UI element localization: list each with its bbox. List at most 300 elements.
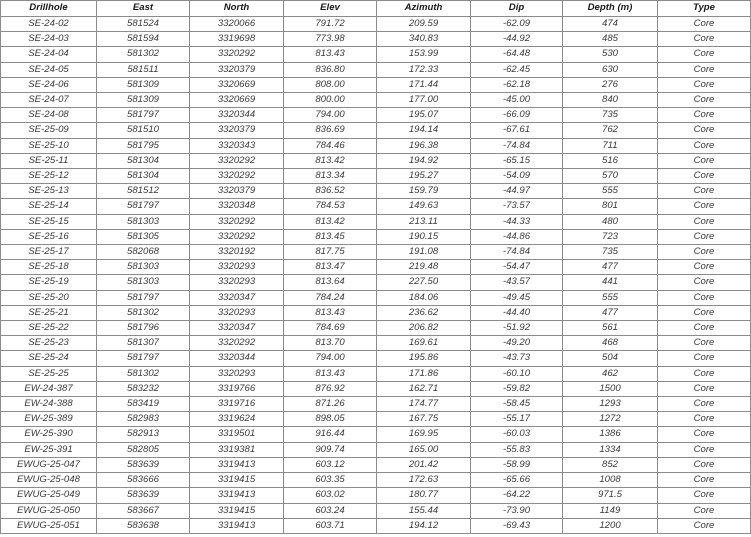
cell-east: 581524 bbox=[97, 17, 190, 32]
cell-north: 3320292 bbox=[190, 336, 284, 351]
cell-azimuth: 190.15 bbox=[377, 229, 471, 244]
cell-drillhole: SE-25-22 bbox=[1, 321, 97, 336]
cell-dip: -65.15 bbox=[471, 153, 563, 168]
cell-type: Core bbox=[658, 518, 751, 533]
cell-drillhole: EWUG-25-050 bbox=[1, 503, 97, 518]
cell-elev: 794.00 bbox=[284, 108, 377, 123]
table-row bbox=[1, 321, 751, 336]
cell-drillhole: SE-25-20 bbox=[1, 290, 97, 305]
cell-east: 581594 bbox=[97, 32, 190, 47]
cell-azimuth: 159.79 bbox=[377, 184, 471, 199]
cell-dip: -43.73 bbox=[471, 351, 563, 366]
cell-north: 3320669 bbox=[190, 77, 284, 92]
cell-east: 581510 bbox=[97, 123, 190, 138]
cell-drillhole: EWUG-25-048 bbox=[1, 473, 97, 488]
cell-east: 582983 bbox=[97, 412, 190, 427]
cell-elev: 773.98 bbox=[284, 32, 377, 47]
cell-depth: 1293 bbox=[563, 397, 658, 412]
table-row bbox=[1, 275, 751, 290]
cell-depth: 530 bbox=[563, 47, 658, 62]
cell-north: 3320292 bbox=[190, 229, 284, 244]
cell-drillhole: EWUG-25-049 bbox=[1, 488, 97, 503]
table-row bbox=[1, 138, 751, 153]
cell-elev: 603.35 bbox=[284, 473, 377, 488]
cell-type: Core bbox=[658, 245, 751, 260]
cell-depth: 485 bbox=[563, 32, 658, 47]
cell-drillhole: SE-25-09 bbox=[1, 123, 97, 138]
cell-drillhole: SE-25-19 bbox=[1, 275, 97, 290]
cell-type: Core bbox=[658, 275, 751, 290]
cell-drillhole: SE-25-11 bbox=[1, 153, 97, 168]
cell-depth: 971.5 bbox=[563, 488, 658, 503]
cell-drillhole: EWUG-25-051 bbox=[1, 518, 97, 533]
cell-type: Core bbox=[658, 62, 751, 77]
cell-elev: 603.71 bbox=[284, 518, 377, 533]
cell-azimuth: 191.08 bbox=[377, 245, 471, 260]
cell-drillhole: SE-24-05 bbox=[1, 62, 97, 77]
cell-north: 3320293 bbox=[190, 366, 284, 381]
cell-east: 581302 bbox=[97, 47, 190, 62]
cell-north: 3320293 bbox=[190, 275, 284, 290]
cell-north: 3320669 bbox=[190, 93, 284, 108]
table-row bbox=[1, 397, 751, 412]
cell-type: Core bbox=[658, 305, 751, 320]
cell-elev: 603.12 bbox=[284, 457, 377, 472]
cell-dip: -58.45 bbox=[471, 397, 563, 412]
table-row bbox=[1, 47, 751, 62]
column-header-east: East bbox=[97, 1, 190, 17]
cell-type: Core bbox=[658, 427, 751, 442]
table-body bbox=[1, 17, 751, 534]
cell-elev: 813.70 bbox=[284, 336, 377, 351]
cell-type: Core bbox=[658, 138, 751, 153]
cell-east: 581305 bbox=[97, 229, 190, 244]
table-row bbox=[1, 381, 751, 396]
cell-north: 3319413 bbox=[190, 457, 284, 472]
cell-east: 581512 bbox=[97, 184, 190, 199]
cell-elev: 813.34 bbox=[284, 169, 377, 184]
cell-azimuth: 195.86 bbox=[377, 351, 471, 366]
cell-north: 3319413 bbox=[190, 488, 284, 503]
cell-depth: 1200 bbox=[563, 518, 658, 533]
cell-type: Core bbox=[658, 321, 751, 336]
cell-dip: -44.33 bbox=[471, 214, 563, 229]
cell-elev: 603.02 bbox=[284, 488, 377, 503]
cell-dip: -44.97 bbox=[471, 184, 563, 199]
cell-azimuth: 194.12 bbox=[377, 518, 471, 533]
cell-elev: 813.64 bbox=[284, 275, 377, 290]
cell-azimuth: 149.63 bbox=[377, 199, 471, 214]
cell-dip: -43.57 bbox=[471, 275, 563, 290]
cell-azimuth: 165.00 bbox=[377, 442, 471, 457]
cell-azimuth: 180.77 bbox=[377, 488, 471, 503]
cell-azimuth: 172.33 bbox=[377, 62, 471, 77]
cell-type: Core bbox=[658, 184, 751, 199]
cell-east: 581797 bbox=[97, 351, 190, 366]
cell-drillhole: SE-25-21 bbox=[1, 305, 97, 320]
cell-type: Core bbox=[658, 153, 751, 168]
cell-elev: 813.43 bbox=[284, 366, 377, 381]
cell-azimuth: 213.11 bbox=[377, 214, 471, 229]
cell-north: 3320379 bbox=[190, 184, 284, 199]
cell-elev: 871.26 bbox=[284, 397, 377, 412]
cell-north: 3319698 bbox=[190, 32, 284, 47]
cell-type: Core bbox=[658, 93, 751, 108]
cell-depth: 504 bbox=[563, 351, 658, 366]
cell-azimuth: 167.75 bbox=[377, 412, 471, 427]
table-row bbox=[1, 229, 751, 244]
table-row bbox=[1, 184, 751, 199]
cell-depth: 723 bbox=[563, 229, 658, 244]
cell-north: 3320343 bbox=[190, 138, 284, 153]
cell-dip: -54.09 bbox=[471, 169, 563, 184]
table-row bbox=[1, 518, 751, 533]
cell-elev: 876.92 bbox=[284, 381, 377, 396]
cell-north: 3320293 bbox=[190, 305, 284, 320]
cell-dip: -62.18 bbox=[471, 77, 563, 92]
cell-azimuth: 174.77 bbox=[377, 397, 471, 412]
cell-dip: -62.09 bbox=[471, 17, 563, 32]
cell-azimuth: 219.48 bbox=[377, 260, 471, 275]
table-row bbox=[1, 473, 751, 488]
cell-type: Core bbox=[658, 457, 751, 472]
cell-depth: 1386 bbox=[563, 427, 658, 442]
cell-azimuth: 209.59 bbox=[377, 17, 471, 32]
cell-north: 3319381 bbox=[190, 442, 284, 457]
table-row bbox=[1, 336, 751, 351]
cell-type: Core bbox=[658, 503, 751, 518]
cell-elev: 791.72 bbox=[284, 17, 377, 32]
cell-type: Core bbox=[658, 199, 751, 214]
cell-depth: 762 bbox=[563, 123, 658, 138]
cell-north: 3319716 bbox=[190, 397, 284, 412]
cell-dip: -49.20 bbox=[471, 336, 563, 351]
cell-drillhole: SE-24-02 bbox=[1, 17, 97, 32]
cell-north: 3320292 bbox=[190, 214, 284, 229]
cell-east: 581304 bbox=[97, 153, 190, 168]
table-row bbox=[1, 442, 751, 457]
cell-elev: 898.05 bbox=[284, 412, 377, 427]
cell-depth: 570 bbox=[563, 169, 658, 184]
table-row bbox=[1, 62, 751, 77]
header-row bbox=[1, 1, 751, 17]
cell-azimuth: 169.95 bbox=[377, 427, 471, 442]
cell-type: Core bbox=[658, 108, 751, 123]
cell-east: 581511 bbox=[97, 62, 190, 77]
column-header-north: North bbox=[190, 1, 284, 17]
cell-dip: -73.57 bbox=[471, 199, 563, 214]
cell-north: 3320292 bbox=[190, 153, 284, 168]
cell-east: 582913 bbox=[97, 427, 190, 442]
cell-north: 3320192 bbox=[190, 245, 284, 260]
cell-elev: 784.53 bbox=[284, 199, 377, 214]
cell-azimuth: 153.99 bbox=[377, 47, 471, 62]
cell-dip: -55.17 bbox=[471, 412, 563, 427]
cell-east: 583666 bbox=[97, 473, 190, 488]
cell-drillhole: EW-25-390 bbox=[1, 427, 97, 442]
cell-east: 581303 bbox=[97, 260, 190, 275]
cell-drillhole: EW-25-391 bbox=[1, 442, 97, 457]
cell-east: 583639 bbox=[97, 488, 190, 503]
cell-elev: 813.43 bbox=[284, 47, 377, 62]
cell-elev: 603.24 bbox=[284, 503, 377, 518]
cell-azimuth: 206.82 bbox=[377, 321, 471, 336]
cell-north: 3320347 bbox=[190, 321, 284, 336]
cell-east: 583638 bbox=[97, 518, 190, 533]
table-row bbox=[1, 77, 751, 92]
cell-drillhole: SE-24-07 bbox=[1, 93, 97, 108]
cell-drillhole: SE-25-17 bbox=[1, 245, 97, 260]
cell-dip: -45.00 bbox=[471, 93, 563, 108]
cell-azimuth: 171.86 bbox=[377, 366, 471, 381]
cell-azimuth: 177.00 bbox=[377, 93, 471, 108]
table-row bbox=[1, 93, 751, 108]
cell-drillhole: SE-24-03 bbox=[1, 32, 97, 47]
cell-east: 581796 bbox=[97, 321, 190, 336]
cell-elev: 813.42 bbox=[284, 153, 377, 168]
cell-type: Core bbox=[658, 412, 751, 427]
cell-type: Core bbox=[658, 47, 751, 62]
column-header-elev: Elev bbox=[284, 1, 377, 17]
cell-type: Core bbox=[658, 17, 751, 32]
cell-depth: 561 bbox=[563, 321, 658, 336]
cell-azimuth: 195.27 bbox=[377, 169, 471, 184]
cell-dip: -62.45 bbox=[471, 62, 563, 77]
cell-north: 3319415 bbox=[190, 503, 284, 518]
cell-elev: 813.43 bbox=[284, 305, 377, 320]
cell-elev: 800.00 bbox=[284, 93, 377, 108]
table-row bbox=[1, 305, 751, 320]
cell-depth: 441 bbox=[563, 275, 658, 290]
cell-drillhole: SE-24-06 bbox=[1, 77, 97, 92]
cell-depth: 801 bbox=[563, 199, 658, 214]
cell-dip: -65.66 bbox=[471, 473, 563, 488]
table-row bbox=[1, 169, 751, 184]
cell-depth: 852 bbox=[563, 457, 658, 472]
cell-type: Core bbox=[658, 488, 751, 503]
cell-dip: -69.43 bbox=[471, 518, 563, 533]
column-header-depth: Depth (m) bbox=[563, 1, 658, 17]
cell-north: 3320379 bbox=[190, 62, 284, 77]
table-row bbox=[1, 427, 751, 442]
cell-azimuth: 340.83 bbox=[377, 32, 471, 47]
cell-elev: 808.00 bbox=[284, 77, 377, 92]
cell-type: Core bbox=[658, 336, 751, 351]
cell-depth: 735 bbox=[563, 108, 658, 123]
cell-east: 581309 bbox=[97, 77, 190, 92]
table-row bbox=[1, 488, 751, 503]
cell-north: 3320292 bbox=[190, 169, 284, 184]
cell-azimuth: 162.71 bbox=[377, 381, 471, 396]
table-row bbox=[1, 290, 751, 305]
cell-depth: 477 bbox=[563, 305, 658, 320]
cell-east: 581795 bbox=[97, 138, 190, 153]
cell-north: 3320292 bbox=[190, 47, 284, 62]
cell-depth: 1008 bbox=[563, 473, 658, 488]
cell-north: 3320347 bbox=[190, 290, 284, 305]
cell-north: 3320344 bbox=[190, 108, 284, 123]
cell-north: 3320293 bbox=[190, 260, 284, 275]
cell-elev: 784.24 bbox=[284, 290, 377, 305]
cell-north: 3319415 bbox=[190, 473, 284, 488]
table-row bbox=[1, 245, 751, 260]
cell-type: Core bbox=[658, 214, 751, 229]
cell-depth: 735 bbox=[563, 245, 658, 260]
cell-dip: -60.10 bbox=[471, 366, 563, 381]
cell-dip: -44.92 bbox=[471, 32, 563, 47]
cell-depth: 630 bbox=[563, 62, 658, 77]
cell-east: 581304 bbox=[97, 169, 190, 184]
cell-dip: -67.61 bbox=[471, 123, 563, 138]
cell-drillhole: EW-24-388 bbox=[1, 397, 97, 412]
cell-east: 582805 bbox=[97, 442, 190, 457]
cell-drillhole: SE-25-14 bbox=[1, 199, 97, 214]
cell-type: Core bbox=[658, 397, 751, 412]
cell-type: Core bbox=[658, 123, 751, 138]
cell-azimuth: 236.62 bbox=[377, 305, 471, 320]
cell-depth: 480 bbox=[563, 214, 658, 229]
cell-dip: -59.82 bbox=[471, 381, 563, 396]
cell-east: 583232 bbox=[97, 381, 190, 396]
cell-elev: 916.44 bbox=[284, 427, 377, 442]
cell-type: Core bbox=[658, 381, 751, 396]
cell-dip: -64.22 bbox=[471, 488, 563, 503]
cell-azimuth: 195.07 bbox=[377, 108, 471, 123]
cell-dip: -74.84 bbox=[471, 245, 563, 260]
cell-type: Core bbox=[658, 169, 751, 184]
cell-depth: 468 bbox=[563, 336, 658, 351]
cell-elev: 817.75 bbox=[284, 245, 377, 260]
cell-elev: 794.00 bbox=[284, 351, 377, 366]
cell-drillhole: SE-25-24 bbox=[1, 351, 97, 366]
cell-dip: -54.47 bbox=[471, 260, 563, 275]
cell-east: 581309 bbox=[97, 93, 190, 108]
cell-drillhole: SE-25-13 bbox=[1, 184, 97, 199]
cell-dip: -73.90 bbox=[471, 503, 563, 518]
cell-depth: 516 bbox=[563, 153, 658, 168]
cell-east: 581303 bbox=[97, 275, 190, 290]
cell-drillhole: SE-25-25 bbox=[1, 366, 97, 381]
cell-azimuth: 201.42 bbox=[377, 457, 471, 472]
cell-north: 3319413 bbox=[190, 518, 284, 533]
cell-east: 581302 bbox=[97, 366, 190, 381]
cell-drillhole: SE-25-15 bbox=[1, 214, 97, 229]
cell-azimuth: 184.06 bbox=[377, 290, 471, 305]
cell-north: 3319624 bbox=[190, 412, 284, 427]
cell-type: Core bbox=[658, 77, 751, 92]
cell-depth: 1500 bbox=[563, 381, 658, 396]
cell-type: Core bbox=[658, 366, 751, 381]
cell-azimuth: 194.92 bbox=[377, 153, 471, 168]
cell-dip: -44.40 bbox=[471, 305, 563, 320]
cell-depth: 840 bbox=[563, 93, 658, 108]
cell-drillhole: EWUG-25-047 bbox=[1, 457, 97, 472]
cell-azimuth: 172.63 bbox=[377, 473, 471, 488]
cell-north: 3320348 bbox=[190, 199, 284, 214]
cell-type: Core bbox=[658, 260, 751, 275]
table-row bbox=[1, 108, 751, 123]
cell-depth: 276 bbox=[563, 77, 658, 92]
cell-east: 583419 bbox=[97, 397, 190, 412]
cell-elev: 909.74 bbox=[284, 442, 377, 457]
cell-east: 581302 bbox=[97, 305, 190, 320]
cell-dip: -66.09 bbox=[471, 108, 563, 123]
cell-depth: 711 bbox=[563, 138, 658, 153]
cell-elev: 784.69 bbox=[284, 321, 377, 336]
cell-drillhole: EW-25-389 bbox=[1, 412, 97, 427]
cell-drillhole: SE-25-12 bbox=[1, 169, 97, 184]
cell-depth: 1334 bbox=[563, 442, 658, 457]
table-row bbox=[1, 457, 751, 472]
cell-east: 583667 bbox=[97, 503, 190, 518]
cell-depth: 1272 bbox=[563, 412, 658, 427]
cell-dip: -51.92 bbox=[471, 321, 563, 336]
cell-type: Core bbox=[658, 473, 751, 488]
cell-east: 581797 bbox=[97, 199, 190, 214]
cell-drillhole: SE-24-08 bbox=[1, 108, 97, 123]
cell-depth: 474 bbox=[563, 17, 658, 32]
cell-elev: 836.52 bbox=[284, 184, 377, 199]
table-row bbox=[1, 503, 751, 518]
cell-east: 581303 bbox=[97, 214, 190, 229]
cell-north: 3320379 bbox=[190, 123, 284, 138]
cell-drillhole: SE-25-23 bbox=[1, 336, 97, 351]
cell-azimuth: 194.14 bbox=[377, 123, 471, 138]
column-header-dip: Dip bbox=[471, 1, 563, 17]
table-row bbox=[1, 32, 751, 47]
cell-east: 583639 bbox=[97, 457, 190, 472]
cell-elev: 813.42 bbox=[284, 214, 377, 229]
cell-east: 582068 bbox=[97, 245, 190, 260]
cell-type: Core bbox=[658, 229, 751, 244]
column-header-azimuth: Azimuth bbox=[377, 1, 471, 17]
table-row bbox=[1, 260, 751, 275]
cell-drillhole: SE-25-10 bbox=[1, 138, 97, 153]
cell-dip: -49.45 bbox=[471, 290, 563, 305]
table-row bbox=[1, 17, 751, 32]
cell-north: 3319501 bbox=[190, 427, 284, 442]
cell-depth: 477 bbox=[563, 260, 658, 275]
cell-type: Core bbox=[658, 351, 751, 366]
cell-elev: 836.69 bbox=[284, 123, 377, 138]
cell-elev: 836.80 bbox=[284, 62, 377, 77]
cell-type: Core bbox=[658, 290, 751, 305]
cell-elev: 813.45 bbox=[284, 229, 377, 244]
table-row bbox=[1, 153, 751, 168]
cell-dip: -74.84 bbox=[471, 138, 563, 153]
cell-north: 3320344 bbox=[190, 351, 284, 366]
cell-north: 3320066 bbox=[190, 17, 284, 32]
cell-dip: -55.83 bbox=[471, 442, 563, 457]
table-row bbox=[1, 199, 751, 214]
table-row bbox=[1, 412, 751, 427]
cell-azimuth: 171.44 bbox=[377, 77, 471, 92]
cell-azimuth: 169.61 bbox=[377, 336, 471, 351]
table-row bbox=[1, 366, 751, 381]
cell-dip: -44.86 bbox=[471, 229, 563, 244]
cell-dip: -58.99 bbox=[471, 457, 563, 472]
cell-drillhole: SE-24-04 bbox=[1, 47, 97, 62]
table-row bbox=[1, 214, 751, 229]
cell-east: 581797 bbox=[97, 290, 190, 305]
cell-drillhole: EW-24-387 bbox=[1, 381, 97, 396]
column-header-drillhole: Drillhole bbox=[1, 1, 97, 17]
cell-dip: -64.48 bbox=[471, 47, 563, 62]
cell-north: 3319766 bbox=[190, 381, 284, 396]
cell-azimuth: 155.44 bbox=[377, 503, 471, 518]
column-header-type: Type bbox=[658, 1, 751, 17]
cell-drillhole: SE-25-18 bbox=[1, 260, 97, 275]
